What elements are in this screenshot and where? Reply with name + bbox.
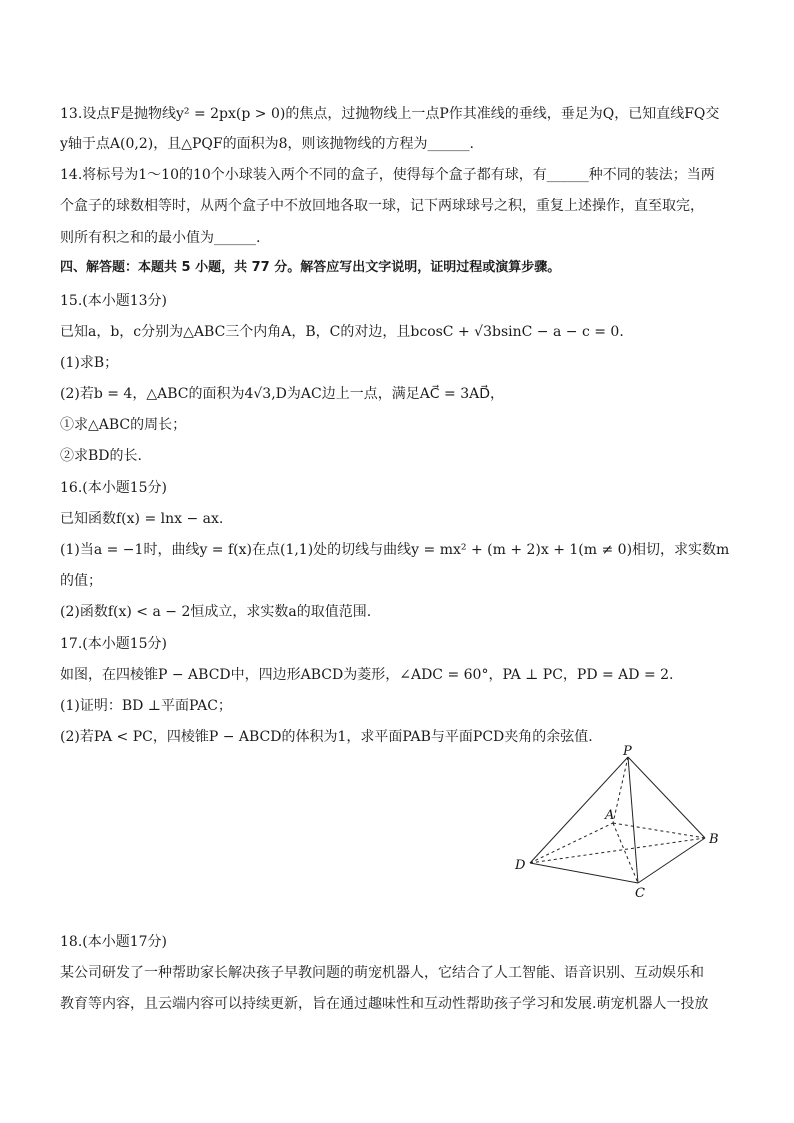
q17-heading: 17.(本小题15分): [60, 636, 168, 652]
edge-PA: [613, 757, 628, 823]
q15-part-1: (1)求B；: [60, 355, 119, 371]
q13-line-2: y轴于点A(0,2)，且△PQF的面积为8，则该抛物线的方程为______.: [60, 136, 474, 152]
label-B: B: [709, 832, 719, 847]
label-P: P: [623, 745, 632, 759]
q14-line-1: 14.将标号为1～10的10个小球装入两个不同的盒子，使得每个盒子都有球，有______种不同的装法；当两: [60, 167, 715, 183]
edge-PB: [628, 757, 705, 838]
q15-stem: 已知a，b，c分别为△ABC三个内角A，B，C的对边，且bcosC + √3bsinC − a − c = 0.: [60, 324, 624, 340]
q16-part-1-line-2: 的值；: [60, 573, 102, 589]
q16-part-2: (2)函数f(x) < a − 2恒成立，求实数a的取值范围.: [60, 604, 372, 620]
q16-part-1-line-1: (1)当a = −1时，曲线y = f(x)在点(1,1)处的切线与曲线y = mx² + (m + 2)x + 1(m ≠ 0)相切，求实数m: [60, 542, 730, 558]
q18-line-2: 教育等内容，且云端内容可以持续更新，旨在通过趣味性和互动性帮助孩子学习和发展.萌宠机器人一投放: [60, 996, 709, 1012]
q17-part-1: (1)证明：BD ⊥平面PAC；: [60, 698, 232, 714]
edge-DA: [530, 823, 613, 863]
edge-CB: [638, 838, 705, 883]
q15-part-2-sub-1: ①求△ABC的周长；: [60, 417, 187, 433]
q16-stem: 已知函数f(x) = lnx − ax.: [60, 511, 224, 527]
q16-heading: 16.(本小题15分): [60, 480, 168, 496]
q14-line-3: 则所有积之和的最小值为______.: [60, 230, 261, 246]
q18-heading: 18.(本小题17分): [60, 934, 168, 950]
q15-part-2: (2)若b = 4，△ABC的面积为4√3,D为AC边上一点，满足AC⃗ = 3AD⃗，: [60, 386, 505, 402]
pyramid-figure: [505, 745, 735, 900]
section-4-heading: 四、解答题：本题共 5 小题，共 77 分。解答应写出文字说明，证明过程或演算步骤。: [60, 260, 561, 275]
q13-line-1: 13.设点F是抛物线y² = 2px(p > 0)的焦点，过抛物线上一点P作其准线的垂线，垂足为Q，已知直线FQ交: [60, 106, 720, 122]
edge-AB: [613, 823, 705, 838]
q18-line-1: 某公司研发了一种帮助家长解决孩子早教问题的萌宠机器人，它结合了人工智能、语音识别、互动娱乐和: [60, 965, 704, 981]
diagonal-DB: [530, 838, 705, 863]
edge-DC: [530, 863, 638, 883]
edge-PC: [628, 757, 638, 883]
label-C: C: [635, 886, 645, 900]
q17-stem: 如图，在四棱锥P − ABCD中，四边形ABCD为菱形，∠ADC = 60°，PA ⊥ PC，PD = AD = 2.: [60, 667, 674, 683]
label-A: A: [605, 808, 615, 823]
q15-heading: 15.(本小题13分): [60, 293, 168, 309]
label-D: D: [515, 858, 526, 873]
q14-line-2: 个盒子的球数相等时，从两个盒子中不放回地各取一球，记下两球球号之积，重复上述操作，直至取完，: [60, 198, 704, 214]
q17-part-2: (2)若PA < PC，四棱锥P − ABCD的体积为1，求平面PAB与平面PCD夹角的余弦值.: [60, 729, 593, 745]
q15-part-2-sub-2: ②求BD的长.: [60, 448, 142, 464]
